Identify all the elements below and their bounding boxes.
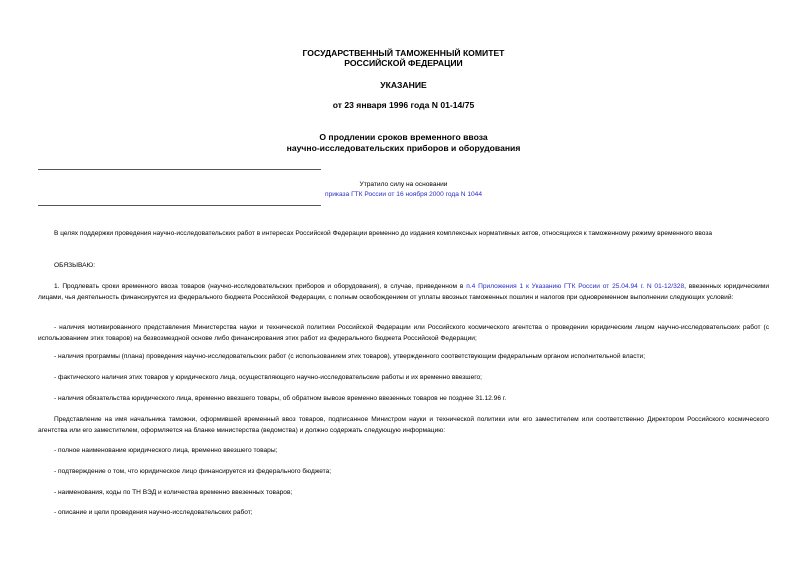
paragraph-item-1 [38,281,769,303]
status-link-line [0,190,807,200]
paragraph-condition-3: - фактического наличия этих товаров у юридического лица, осуществляющего научно-исследовательские работы и их временно ввезшего; [54,374,483,381]
paragraph-info-2: - подтверждение о том, что юридическое лицо финансируется из федерального бюджета; [54,468,332,475]
paragraph-condition-2: - наличия программы (плана) проведения научно-исследовательских работ (с использованием этих товаров), утвержденного соответствующим федеральным органом исполнительной власти; [54,353,646,360]
document-title-line-2: научно-исследовательских приборов и оборудования [286,143,521,153]
paragraph-preamble: В целях поддержки проведения научно-исследовательских работ в интересах Российской Федерации временно до издания комплексных нормативных актов, относящихся к таможенному режиму временного ввоза [54,230,713,237]
status-text: Утратило силу на основании [359,181,448,188]
issuer-line-1: ГОСУДАРСТВЕННЫЙ ТАМОЖЕННЫЙ КОМИТЕТ [302,48,505,58]
issuer-line-2: РОССИЙСКОЙ ФЕДЕРАЦИИ [344,58,463,68]
paragraph-info-1: - полное наименование юридического лица, временно ввезшего товары; [54,447,278,454]
paragraph-obligation: ОБЯЗЫВАЮ: [54,262,96,269]
paragraph-condition-1: - наличия мотивированного представления Министерства науки и технической политики Российской Федерации или Российского космического агентства о проведении юридическим лицом научно-исследовательских работ (с использованием этих товаров) на безвозмездной основе либо финансирования этих работ из федерального бюджета Российской Федерации; [38,324,769,342]
paragraph-submission: Представление на имя начальника таможни, оформившей временный ввоз товаров, подписанное Министром науки и технической политики или его заместителем или соответственно Директором Российского космического агентства или его заместителем, оформляется на бланке министерства (ведомства) и должно содержать следующую информацию: [38,416,769,434]
item-1-text-start: 1. Продлевать сроки временного ввоза товаров (научно-исследовательских приборов и оборудования), в случае, приведенном в [54,283,467,290]
paragraph-info-3: - наименования, коды по ТН ВЭД и количества временно ввезенных товаров; [54,489,293,496]
repeal-order-link[interactable]: приказа ГТК России от 16 ноября 2000 года N 1044 [325,191,482,198]
item-1-text-end: , ввезенных юридическими лицами, чья деятельность финансируется из федерального бюджета Российской Федерации, с полным освобождением от уплаты ввозных таможенных пошлин и налогов при одновременном выполнении следующих условий: [38,283,770,301]
status-divider-top [38,169,321,170]
document-title-line-1: О продлении сроков временного ввоза [319,132,488,142]
status-divider-bottom [38,205,321,206]
paragraph-condition-4: - наличия обязательства юридического лица, временно ввезшего товары, об обратном вывозе временно ввезенных товаров не позднее 31.12.96 г. [54,395,507,402]
appendix-reference-link[interactable]: п.4 Приложения 1 к Указанию ГТК России от 25.04.94 г. N 01-12/328 [466,283,685,290]
document-date: от 23 января 1996 года N 01-14/75 [332,100,475,110]
paragraph-info-4: - описание и цели проведения научно-исследовательских работ; [54,509,253,516]
document-type: УКАЗАНИЕ [380,80,427,90]
